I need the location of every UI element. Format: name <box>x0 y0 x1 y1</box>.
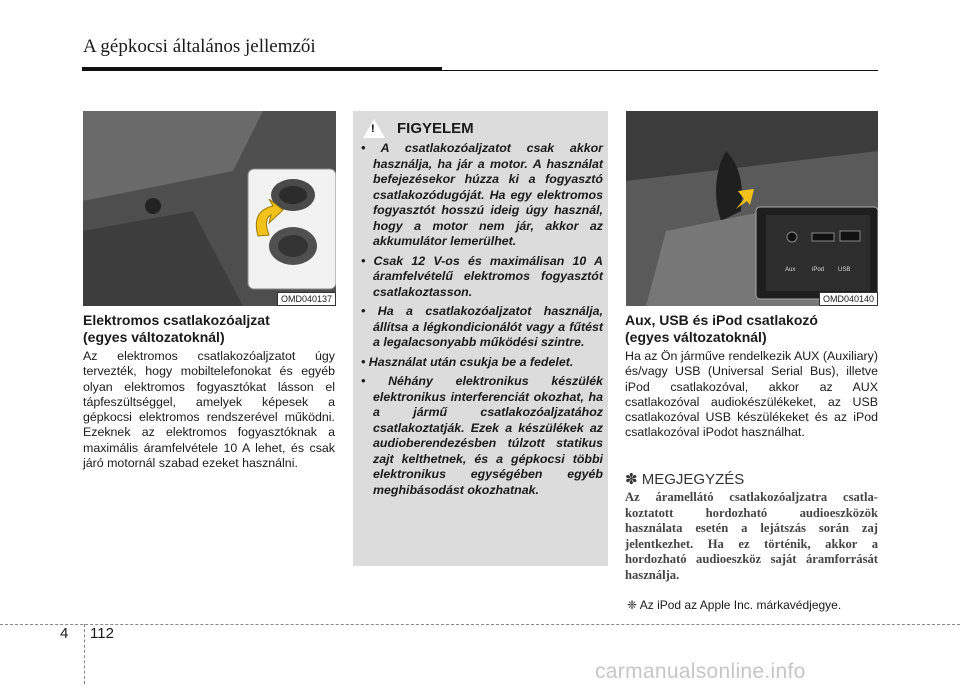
image-code: OMD040140 <box>819 292 878 306</box>
image-code: OMD040137 <box>277 292 336 306</box>
warning-header <box>363 119 474 138</box>
port-label: Aux <box>785 267 796 273</box>
chapter-number: 4 <box>60 625 69 642</box>
aux-usb-photo <box>626 111 878 306</box>
warning-box <box>353 111 608 566</box>
outlet-paragraph: Az elektromos csatlakozóaljzatot úgy tervezték, hogy mobiltelefonokat és egyéb olyan elektromos fogyasztókat lásson el tápfeszültséggel, amelyek képesek a gépkocsi elektromos rendszerével működni. Ezeknek az elektromos fogyasztóknak a maximális áramfelvétele 10 A lehet, és csak járó motornál szabad ezeket használni. <box>83 349 335 471</box>
warning-item: • Csak 12 V-os és maximálisan 10 A áramfelvételű elektromos fogyasztót csatlakoztasson. <box>361 253 603 299</box>
aux-usb-illustration <box>626 111 878 306</box>
page-header-title: A gépkocsi általános jellemzői <box>83 36 316 57</box>
aux-paragraph: Ha az Ön járműve rendelkezik AUX (Auxiliary) és/vagy USB (Universal Serial Bus), illetve iPod csatlakozóval, akkor az AUX csatlakozóval audiokészülékeket, az USB csatlakozóval USB készülékeket és az iPod csatlakozóval iPodot használhat. <box>625 349 878 440</box>
warning-triangle-icon <box>363 119 385 138</box>
port-label: USB <box>838 267 851 273</box>
warning-title: FIGYELEM <box>397 120 474 137</box>
header-rule <box>82 67 442 71</box>
heading-line: Elektromos csatlakozóaljzat <box>83 312 270 328</box>
section-heading-aux <box>625 312 885 346</box>
warning-item: • Használat után csukja be a fedelet. <box>361 354 574 369</box>
heading-line: (egyes változatoknál) <box>83 329 225 345</box>
header-rule-thin <box>440 70 878 71</box>
section-heading-outlet <box>83 312 343 346</box>
page-number: 112 <box>90 625 114 642</box>
warning-list <box>361 141 603 502</box>
watermark: carmanualsonline.info <box>595 660 806 683</box>
warning-icon-glyph: ! <box>371 123 375 135</box>
note-text: Az áramellátó csatlakozóaljzatra csatlakoztatott hordozható audioeszközök használata esetén a lejátszás során zaj jelentkezhet. Ha ez történik, akkor a hordozható audioeszköz saját áramforrását használja. <box>625 490 878 582</box>
footer-divider <box>0 624 960 625</box>
port-label: iPod <box>812 267 825 273</box>
warning-item: • A csatlakozóaljzatot csak akkor használja, ha jár a motor. A használat befejezésekor húzza ki a fogyasztó csatlakozódugóját. Ha egy elektromos fogyasztót hosszú ideig úgy használ, hogy a motor nem jár, akkor az akkumulátor lemerülhet. <box>361 141 603 248</box>
warning-item: • Ha a csatlakozóaljzatot használja, állítsa a légkondicionálót vagy a fűtést a legalacsonyabb működési szintre. <box>361 304 603 349</box>
footer-vertical-divider <box>84 624 85 684</box>
warning-item: • Néhány elektronikus készülék elektronikus interferenciát okozhat, ha a jármű csatlakozóaljzatához csatlakoztatják. Ezek a készülékek az audioberendezésben túlzott statikus zajt kelthetnek, és a gépkocsi többi elektronikus egységében egyéb meghibásodást okozhatnak. <box>361 374 603 497</box>
heading-line: (egyes változatoknál) <box>625 329 767 345</box>
heading-line: Aux, USB és iPod csatlakozó <box>625 312 818 328</box>
power-outlet-illustration <box>83 111 336 306</box>
note-title: ✽ MEGJEGYZÉS <box>625 471 745 488</box>
trademark-footnote: ❈ Az iPod az Apple Inc. márkavédjegye. <box>627 598 842 612</box>
power-outlet-photo <box>83 111 336 306</box>
